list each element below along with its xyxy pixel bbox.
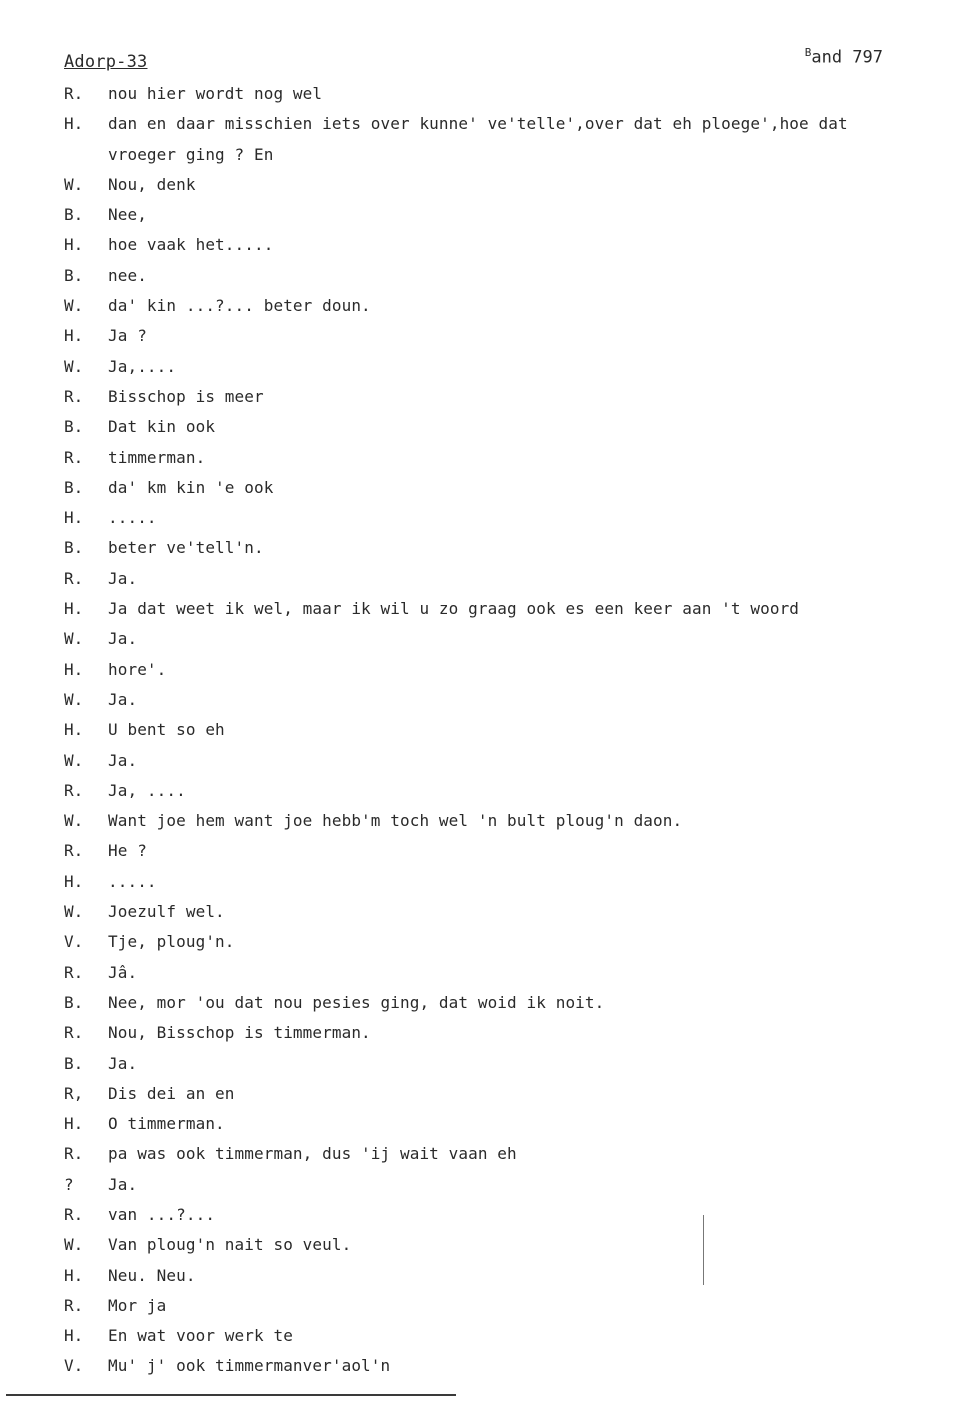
speaker-label: H. xyxy=(64,235,84,255)
utterance-text: pa was ook timmerman, dus 'ij wait vaan eh xyxy=(108,1144,517,1164)
speaker-label: H. xyxy=(64,1265,84,1285)
transcript-line xyxy=(64,386,924,416)
utterance-text: Ja ? xyxy=(108,326,147,346)
utterance-text: timmerman. xyxy=(108,447,206,467)
speaker-label: R. xyxy=(64,386,84,406)
speaker-label: R. xyxy=(64,841,84,861)
transcript-line xyxy=(64,962,924,992)
utterance-text: dan en daar misschien iets over kunne' ve'telle',over dat eh ploege',hoe dat xyxy=(108,114,848,134)
speaker-label: W. xyxy=(64,296,84,316)
transcript-line xyxy=(64,234,924,264)
transcript-line xyxy=(64,477,924,507)
speaker-label: H. xyxy=(64,871,84,891)
utterance-text: ..... xyxy=(108,871,157,891)
speaker-label: R. xyxy=(64,447,84,467)
utterance-text: nou hier wordt nog wel xyxy=(108,84,323,103)
transcript-line xyxy=(64,568,924,598)
speaker-label: H. xyxy=(64,1114,84,1134)
transcript-line xyxy=(64,992,924,1022)
utterance-text: van ...?... xyxy=(108,1204,216,1224)
utterance-text: Nee, mor 'ou dat nou pesies ging, dat woid ik noit. xyxy=(108,992,605,1012)
tape-number-rest: and 797 xyxy=(811,47,883,68)
utterance-text: Ja dat weet ik wel, maar ik wil u zo graag ook es een keer aan 't woord xyxy=(108,599,800,619)
speaker-label: B. xyxy=(64,477,84,497)
speaker-label: B. xyxy=(64,205,84,225)
speaker-label: W. xyxy=(64,629,84,649)
transcript-line xyxy=(64,1234,924,1264)
speaker-label: W. xyxy=(64,750,84,770)
utterance-text: Ja, .... xyxy=(108,780,186,800)
speaker-label: B. xyxy=(64,265,84,285)
transcript-line xyxy=(64,901,924,931)
speaker-label: R. xyxy=(64,1295,84,1315)
transcript-line xyxy=(64,1265,924,1295)
utterance-text: Dat kin ook xyxy=(108,417,216,437)
utterance-text: Ja,.... xyxy=(108,356,177,376)
speaker-label: W. xyxy=(64,811,84,831)
utterance-text: Nou, denk xyxy=(108,174,196,194)
transcript-line xyxy=(64,840,924,870)
utterance-text: Nee, xyxy=(108,205,147,225)
speaker-label: B. xyxy=(64,992,84,1012)
transcript-line xyxy=(64,1355,924,1385)
utterance-text: beter ve'tell'n. xyxy=(108,538,264,558)
utterance-text: Ja. xyxy=(108,629,138,649)
transcript-line xyxy=(64,598,924,628)
speaker-label: B. xyxy=(64,1053,84,1073)
speaker-label: H. xyxy=(64,114,84,134)
speaker-label: H. xyxy=(64,599,84,619)
utterance-text: Dis dei an en xyxy=(108,1083,235,1103)
speaker-label: R. xyxy=(64,84,84,103)
speaker-label: W. xyxy=(64,689,84,709)
transcript-line xyxy=(64,689,924,719)
transcript-line xyxy=(64,265,924,295)
transcript-line xyxy=(64,780,924,810)
margin-mark xyxy=(703,1215,704,1285)
utterance-text: Bisschop is meer xyxy=(108,386,264,406)
transcript-line xyxy=(64,113,924,143)
speaker-label: V. xyxy=(64,1356,84,1376)
transcript-line xyxy=(64,1295,924,1325)
tape-number xyxy=(805,46,883,68)
transcript-line xyxy=(64,537,924,567)
transcript-line xyxy=(64,174,924,204)
utterance-text: da' km kin 'e ook xyxy=(108,477,274,497)
transcript-line xyxy=(64,1053,924,1083)
transcript-line xyxy=(64,1143,924,1173)
transcript-line xyxy=(64,871,924,901)
transcript-line xyxy=(64,83,924,113)
transcript-line xyxy=(64,719,924,749)
utterance-text: nee. xyxy=(108,265,147,285)
utterance-text: da' kin ...?... beter doun. xyxy=(108,296,371,316)
utterance-text: Mor ja xyxy=(108,1295,167,1315)
transcript-line xyxy=(64,1113,924,1143)
transcript-line xyxy=(64,810,924,840)
speaker-label: R. xyxy=(64,1023,84,1043)
speaker-label: H. xyxy=(64,659,84,679)
speaker-label: H. xyxy=(64,508,84,528)
transcript-line xyxy=(64,144,924,174)
speaker-label: R. xyxy=(64,1204,84,1224)
transcript-line xyxy=(64,416,924,446)
utterance-text: Nou, Bisschop is timmerman. xyxy=(108,1023,371,1043)
speaker-label: H. xyxy=(64,326,84,346)
utterance-text: Ja. xyxy=(108,568,138,588)
utterance-text: U bent so eh xyxy=(108,720,225,740)
transcript-line xyxy=(64,1022,924,1052)
speaker-label: ? xyxy=(64,1174,74,1194)
transcript-line xyxy=(64,1174,924,1204)
utterance-text: Joezulf wel. xyxy=(108,902,225,922)
speaker-label: W. xyxy=(64,356,84,376)
utterance-text: He ? xyxy=(108,841,147,861)
speaker-label: W. xyxy=(64,174,84,194)
utterance-text: vroeger ging ? En xyxy=(108,144,274,164)
speaker-label: V. xyxy=(64,932,84,952)
speaker-label: R. xyxy=(64,1144,84,1164)
transcript-line xyxy=(64,1325,924,1355)
transcript-line xyxy=(64,356,924,386)
utterance-text: Want joe hem want joe hebb'm toch wel 'n bult ploug'n daon. xyxy=(108,811,683,831)
transcript-line xyxy=(64,931,924,961)
transcript-line xyxy=(64,447,924,477)
utterance-text: Van ploug'n nait so veul. xyxy=(108,1235,352,1255)
transcript-line xyxy=(64,295,924,325)
transcript-line xyxy=(64,204,924,234)
utterance-text: hore'. xyxy=(108,659,167,679)
speaker-label: H. xyxy=(64,1326,84,1346)
utterance-text: Jâ. xyxy=(108,962,138,982)
tape-number-initial: B xyxy=(804,46,812,59)
document-id: Adorp-33 xyxy=(64,52,148,72)
speaker-label: R. xyxy=(64,962,84,982)
speaker-label: R. xyxy=(64,568,84,588)
transcript-line xyxy=(64,659,924,689)
utterance-text: Neu. Neu. xyxy=(108,1265,196,1285)
transcript-line xyxy=(64,325,924,355)
speaker-label: H. xyxy=(64,720,84,740)
transcript-lines xyxy=(64,83,924,1386)
speaker-label: R. xyxy=(64,780,84,800)
utterance-text: O timmerman. xyxy=(108,1114,225,1134)
speaker-label: B. xyxy=(64,417,84,437)
speaker-label: W. xyxy=(64,1235,84,1255)
transcript-line xyxy=(64,1204,924,1234)
transcript-line xyxy=(64,750,924,780)
utterance-text: Ja. xyxy=(108,689,138,709)
utterance-text: Tje, ploug'n. xyxy=(108,932,235,952)
bottom-rule xyxy=(6,1394,456,1396)
utterance-text: hoe vaak het..... xyxy=(108,235,274,255)
transcript-line xyxy=(64,1083,924,1113)
utterance-text: ..... xyxy=(108,508,157,528)
utterance-text: Ja. xyxy=(108,1174,138,1194)
utterance-text: Ja. xyxy=(108,1053,138,1073)
speaker-label: W. xyxy=(64,902,84,922)
speaker-label: B. xyxy=(64,538,84,558)
utterance-text: En wat voor werk te xyxy=(108,1326,293,1346)
utterance-text: Ja. xyxy=(108,750,138,770)
transcript-line xyxy=(64,507,924,537)
speaker-label: R, xyxy=(64,1083,84,1103)
transcript-line xyxy=(64,628,924,658)
utterance-text: Mu' j' ook timmermanver'aol'n xyxy=(108,1356,391,1376)
